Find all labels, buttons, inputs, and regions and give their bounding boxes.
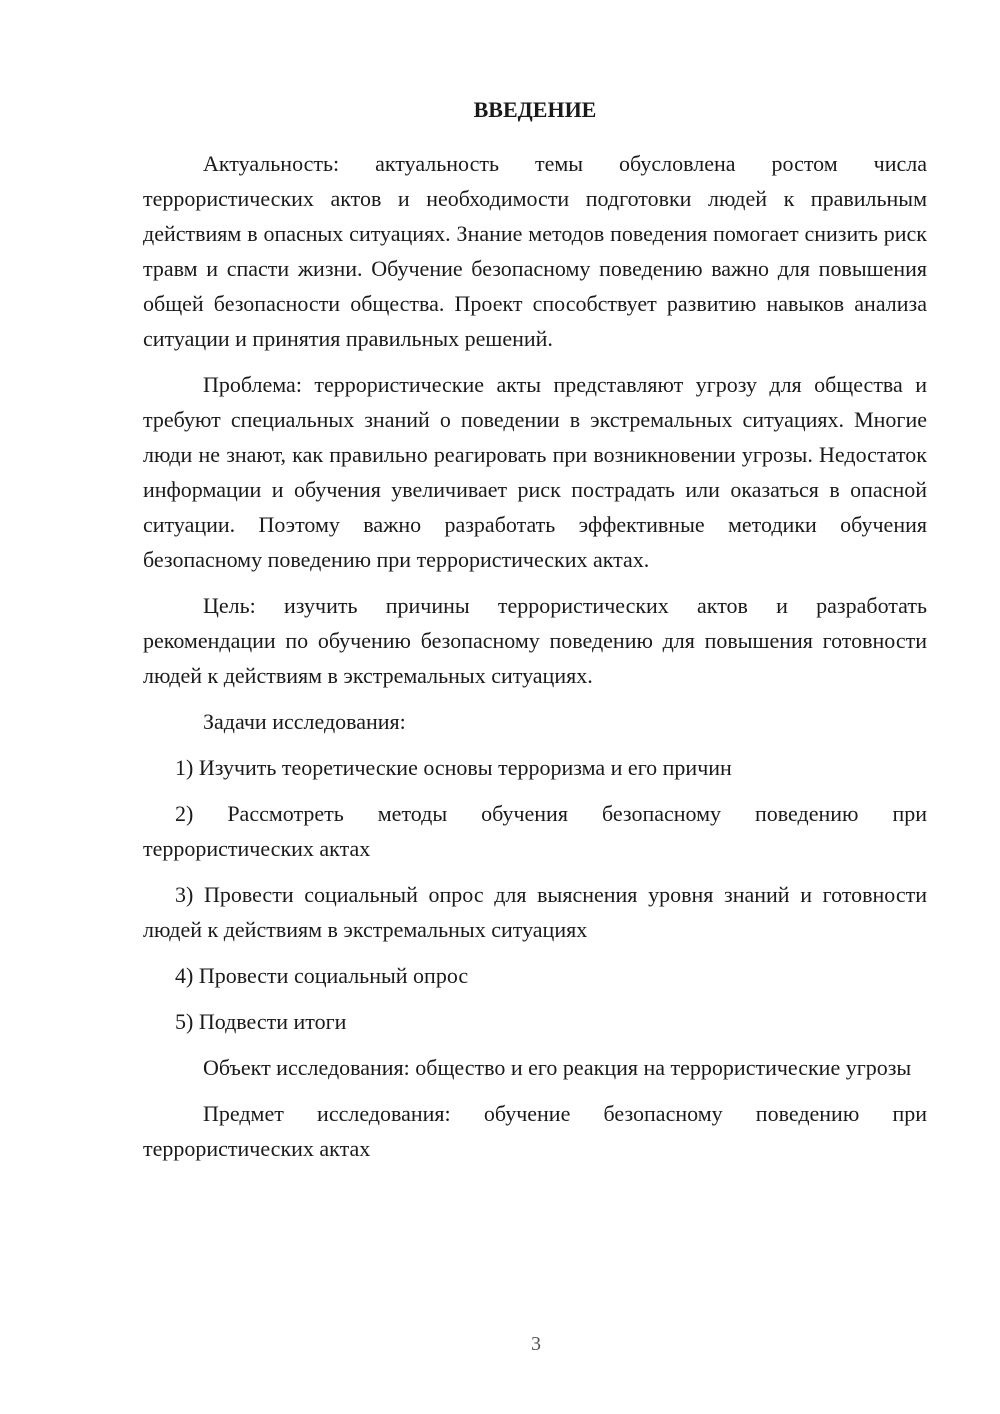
page-number: 3	[531, 1333, 541, 1355]
page-content	[143, 94, 927, 1166]
goal-paragraph: Цель: изучить причины террористических актов и разработать рекомендации по обучению безопасному поведению для повышения готовности людей к действиям в экстремальных ситуациях.	[143, 593, 927, 688]
page-title: ВВЕДЕНИЕ	[473, 97, 597, 122]
task-item-3: 3) Провести социальный опрос для выяснения уровня знаний и готовности людей к действиям в экстремальных ситуациях	[143, 882, 927, 942]
task-item-5: 5) Подвести итоги	[175, 1009, 347, 1034]
tasks-heading: Задачи исследования:	[203, 709, 406, 734]
object-paragraph: Объект исследования: общество и его реакция на террористические угрозы	[203, 1055, 912, 1080]
task-item-4: 4) Провести социальный опрос	[175, 963, 469, 988]
subject-paragraph: Предмет исследования: обучение безопасному поведению при террористических актах	[143, 1101, 927, 1161]
task-item-1: 1) Изучить теоретические основы терроризма и его причин	[175, 755, 732, 780]
task-item-2: 2) Рассмотреть методы обучения безопасному поведению при террористических актах	[143, 801, 927, 861]
relevance-paragraph: Актуальность: актуальность темы обусловлена ростом числа террористических актов и необходимости подготовки людей к правильным действиям в опасных ситуациях. Знание методов поведения помогает снизить риск травм и спасти жизни. Обучение безопасному поведению важно для повышения общей безопасности общества. Проект способствует развитию навыков анализа ситуации и принятия правильных решений.	[143, 151, 927, 351]
problem-paragraph: Проблема: террористические акты представляют угрозу для общества и требуют специальных знаний о поведении в экстремальных ситуациях. Многие люди не знают, как правильно реагировать при возникновении угрозы. Недостаток информации и обучения увеличивает риск пострадать или оказаться в опасной ситуации. Поэтому важно разработать эффективные методики обучения безопасному поведению при террористических актах.	[143, 372, 927, 572]
